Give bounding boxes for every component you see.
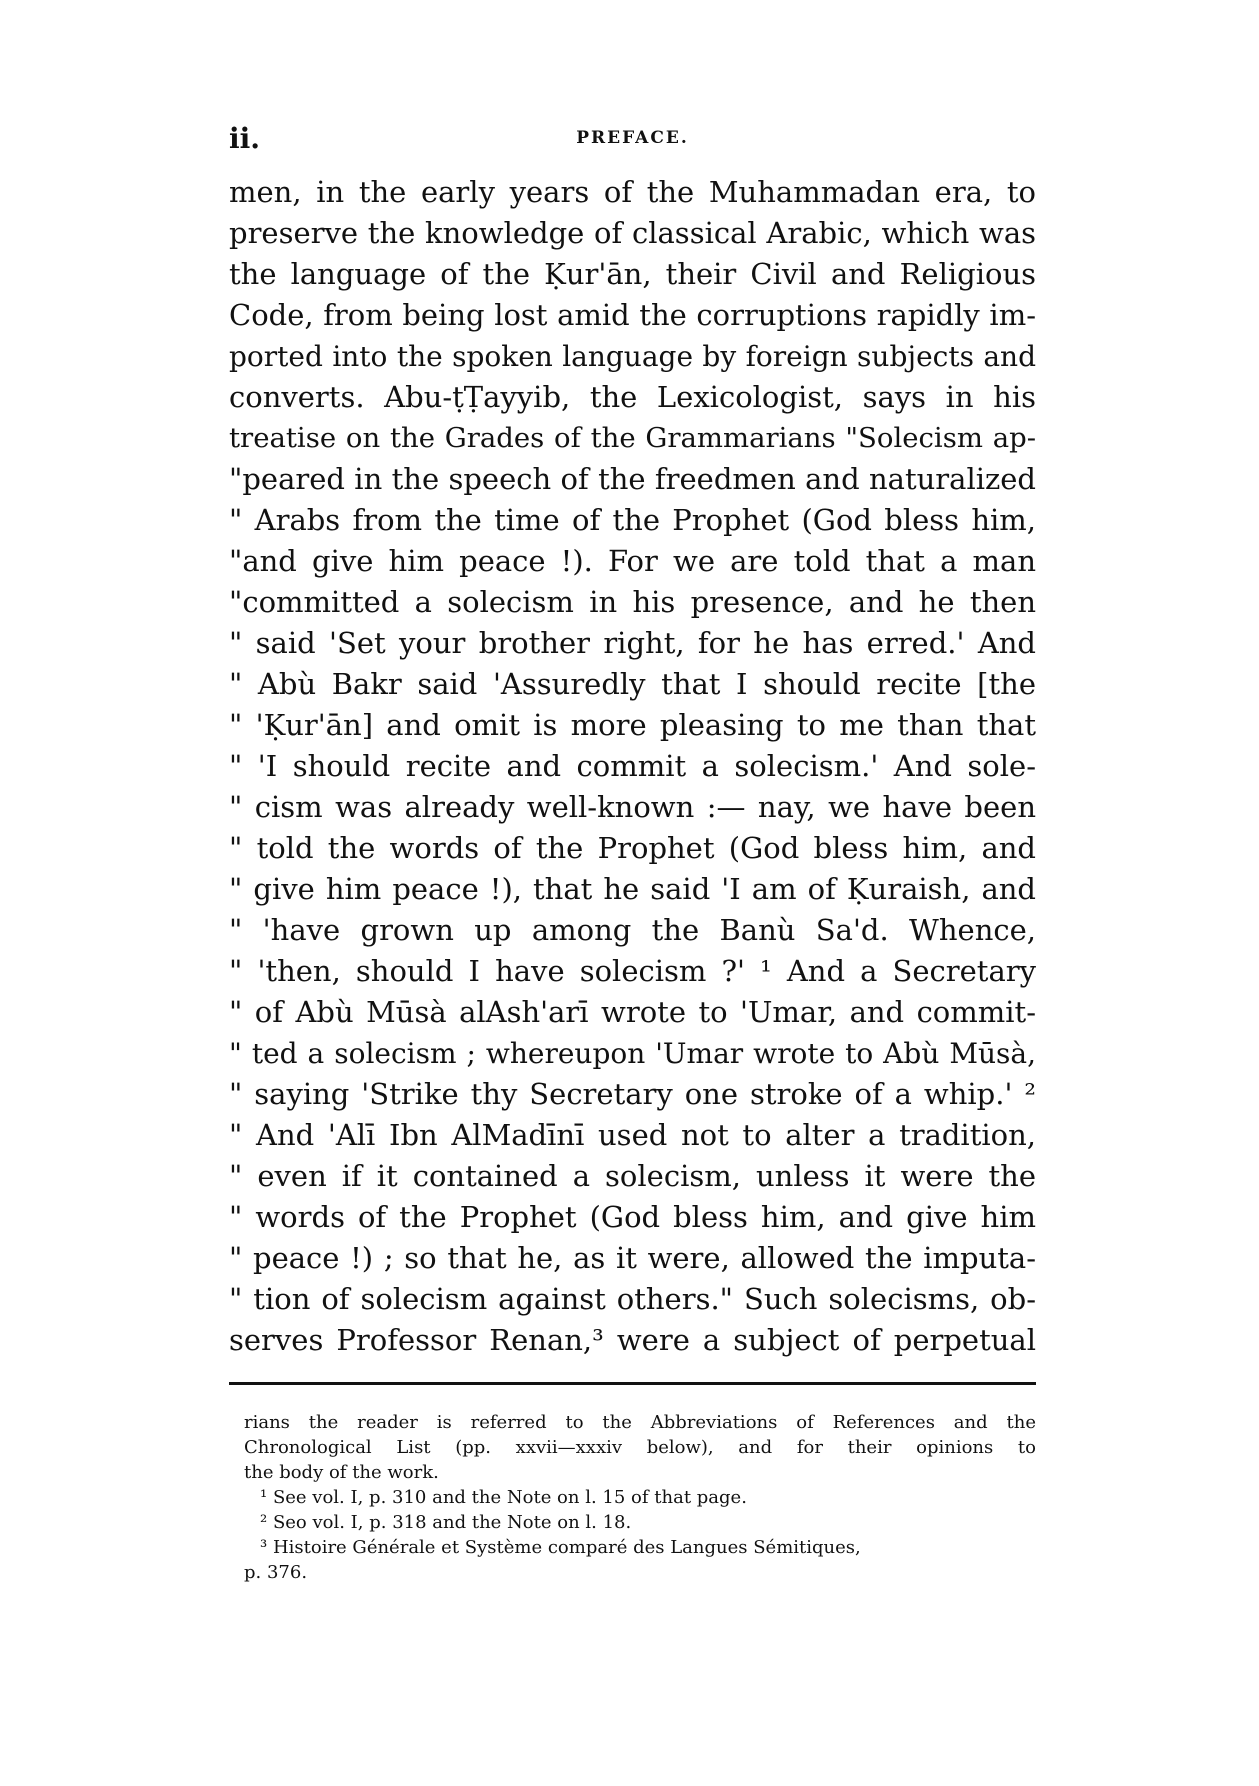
footnote-line: Chronological List (pp. xxvii—xxxiv below), and for their opinions to <box>244 1437 1036 1458</box>
footnote-3: ³ Histoire Générale et Système comparé des Langues Sémitiques, <box>260 1537 861 1558</box>
body-line: " even if it contained a solecism, unless it were the <box>229 1159 1036 1193</box>
body-line: " told the words of the Prophet (God bless him, and <box>229 831 1036 865</box>
footnotes <box>244 1410 1036 1585</box>
body-line: "peared in the speech of the freedmen and naturalized <box>229 462 1036 496</box>
body-line: "committed a solecism in his presence, and he then <box>229 585 1036 619</box>
body-line: " said 'Set your brother right, for he has erred.' And <box>229 626 1036 660</box>
body-line: " give him peace !), that he said 'I am of Ḳuraish, and <box>229 872 1036 906</box>
body-line: " 'I should recite and commit a solecism.' And sole- <box>229 749 1036 783</box>
body-line: preserve the knowledge of classical Arabic, which was <box>229 216 1036 250</box>
running-head: PREFACE. <box>576 128 689 148</box>
page-header <box>229 122 1036 162</box>
body-line: " tion of solecism against others." Such solecisms, ob- <box>229 1282 1036 1316</box>
footnote-line: the body of the work. <box>244 1462 439 1483</box>
footnote-rule <box>229 1382 1036 1385</box>
body-line: " cism was already well-known :— nay, we have been <box>229 790 1036 824</box>
footnote-3-continued: p. 376. <box>244 1562 308 1583</box>
body-line: treatise on the Grades of the Grammarians "Solecism ap- <box>229 422 1036 454</box>
body-line: " peace !) ; so that he, as it were, allowed the imputa- <box>229 1241 1036 1275</box>
body-line: " 'then, should I have solecism ?' ¹ And a Secretary <box>229 954 1036 988</box>
body-line: " ted a solecism ; whereupon 'Umar wrote to Abù Mūsà, <box>229 1037 1036 1070</box>
body-line: " And 'Alī Ibn AlMadīnī used not to alter a tradition, <box>229 1118 1036 1152</box>
body-line: " of Abù Mūsà alAsh'arī wrote to 'Umar, and commit- <box>229 995 1036 1029</box>
body-line: "and give him peace !). For we are told that a man <box>229 544 1036 578</box>
body-line: men, in the early years of the Muhammadan era, to <box>229 175 1036 209</box>
page-number: ii. <box>229 122 261 155</box>
body-line: " words of the Prophet (God bless him, and give him <box>229 1200 1036 1234</box>
body-text <box>229 172 1036 1361</box>
body-line: Code, from being lost amid the corruptions rapidly im- <box>229 298 1036 332</box>
body-line: " 'Ḳur'ān] and omit is more pleasing to me than that <box>229 708 1036 742</box>
body-line: " saying 'Strike thy Secretary one stroke of a whip.' ² <box>229 1077 1036 1111</box>
body-line: serves Professor Renan,³ were a subject of perpetual <box>229 1323 1036 1357</box>
body-line: " Arabs from the time of the Prophet (God bless him, <box>229 503 1036 537</box>
body-line: the language of the Ḳur'ān, their Civil and Religious <box>229 257 1036 291</box>
body-line: " 'have grown up among the Banù Sa'd. Whence, <box>229 913 1036 947</box>
footnote-2: ² Seo vol. I, p. 318 and the Note on l. 18. <box>260 1512 632 1533</box>
footnote-line: rians the reader is referred to the Abbreviations of References and the <box>244 1412 1036 1433</box>
body-line: " Abù Bakr said 'Assuredly that I should recite [the <box>229 667 1036 701</box>
footnote-1: ¹ See vol. I, p. 310 and the Note on l. 15 of that page. <box>260 1487 747 1508</box>
body-line: ported into the spoken language by foreign subjects and <box>229 340 1036 373</box>
body-line: converts. Abu-ṭṬayyib, the Lexicologist, says in his <box>229 380 1036 414</box>
